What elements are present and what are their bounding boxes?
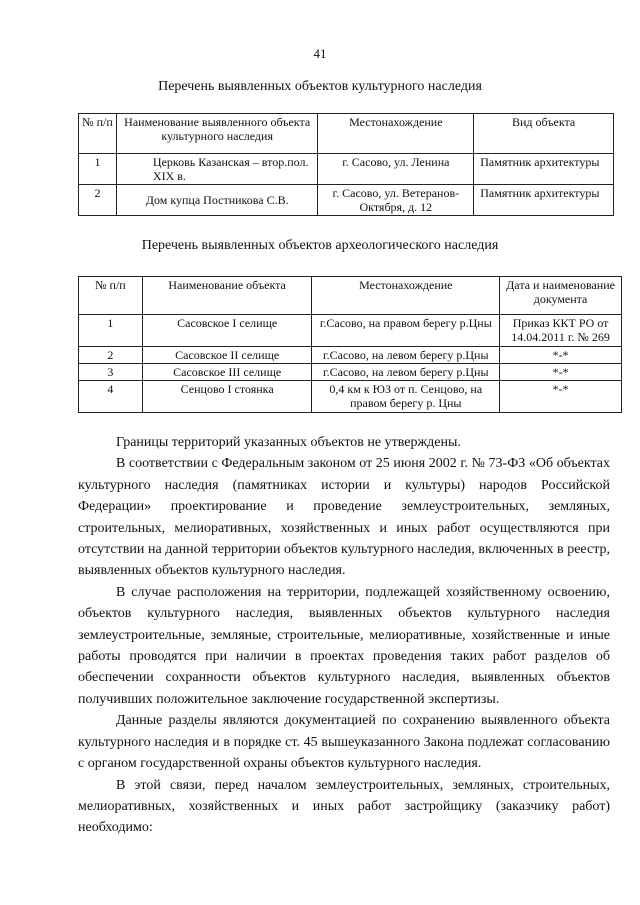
table-cell: 3 [79,364,143,381]
paragraph: Данные разделы являются документацией по сохранению выявленного объекта культурного наследия и в порядке ст. 45 вышеуказанного Закона подлежат согласованию с органом государственной охраны объектов культурного наследия. [78,713,610,772]
table-cell: 1 [79,154,117,185]
table-cell: 2 [79,347,143,364]
header-cell: Местонахождение [318,114,474,154]
header-cell: Вид объекта [474,114,614,154]
table-cell: *-* [500,364,622,381]
paragraph: В соответствии с Федеральным законом от 25 июня 2002 г. № 73-ФЗ «Об объектах культурного наследия (памятниках истории и культуры) народов Российской Федерации» проектирование и проведение землеустроительных, земляных, строительных, мелиоративных, хозяйственных и иных работ осуществляются при отсутствии на данной территории объектов культурного наследия, включенных в реестр, выявленных объектов культурного наследия. [78,456,610,579]
header-cell: Наименование выявленного объекта культурного наследия [116,114,318,154]
table-row [79,347,622,364]
table-cell: *-* [500,347,622,364]
table-cell: г. Сасово, ул. Ветеранов-Октября, д. 12 [318,185,474,216]
table-cell: Сасовское I селище [142,315,312,347]
paragraph: В этой связи, перед началом землеустроительных, земляных, строительных, мелиоративных, хозяйственных и иных работ застройщику (заказчику работ) необходимо: [78,777,610,836]
header-cell: Наименование объекта [142,277,312,315]
table-cell: Дом купца Постникова С.В. [116,185,318,216]
header-cell: Местонахождение [312,277,500,315]
table-cell: Памятник архитектуры [474,185,614,216]
table-cell: Сасовское II селище [142,347,312,364]
table1-title: Перечень выявленных объектов культурного наследия [158,79,482,94]
table-cell: 0,4 км к ЮЗ от п. Сенцово, на правом берегу р. Цны [312,381,500,413]
page-number: 41 [313,46,327,61]
table2-title: Перечень выявленных объектов археологического наследия [141,238,499,253]
paragraph: В случае расположения на территории, подлежащей хозяйственному освоению, объектов культурного наследия, выявленных объектов культурного наследия землеустроительные, земляные, строительные, мелиоративные, хозяйственные и иные работы проводятся при наличии в проектах проведения таких работ разделов об обеспечении сохранности объектов культурного наследия, выявленных объектов получивших положительное заключение государственной экспертизы. [78,584,610,707]
table-row [79,185,614,216]
table-row [79,315,622,347]
table-cell: 2 [79,185,117,216]
table-cell: Приказ ККТ РО от 14.04.2011 г. № 269 [500,315,622,347]
table-cell: г. Сасово, ул. Ленина [318,154,474,185]
header-cell: № п/п [79,114,117,154]
table-cell: 4 [79,381,143,413]
table-cell: Церковь Казанская – втор.пол. XIX в. [116,154,318,185]
cultural-heritage-table [78,113,614,216]
table-cell: Сенцово I стоянка [142,381,312,413]
body-text [78,432,610,839]
table-cell: Сасовское III селище [142,364,312,381]
table-cell: г.Сасово, на правом берегу р.Цны [312,315,500,347]
table-cell: *-* [500,381,622,413]
table-row [79,154,614,185]
header-cell: Дата и наименование документа [500,277,622,315]
table-cell: Памятник архитектуры [474,154,614,185]
table-header-row [79,114,614,154]
table-row [79,364,622,381]
header-cell: № п/п [79,277,143,315]
table-header-row [79,277,622,315]
table-cell: г.Сасово, на левом берегу р.Цны [312,364,500,381]
table-cell: г.Сасово, на левом берегу р.Цны [312,347,500,364]
archaeological-heritage-table [78,276,622,413]
table-cell: 1 [79,315,143,347]
table-row [79,381,622,413]
paragraph: Границы территорий указанных объектов не утверждены. [116,435,461,450]
